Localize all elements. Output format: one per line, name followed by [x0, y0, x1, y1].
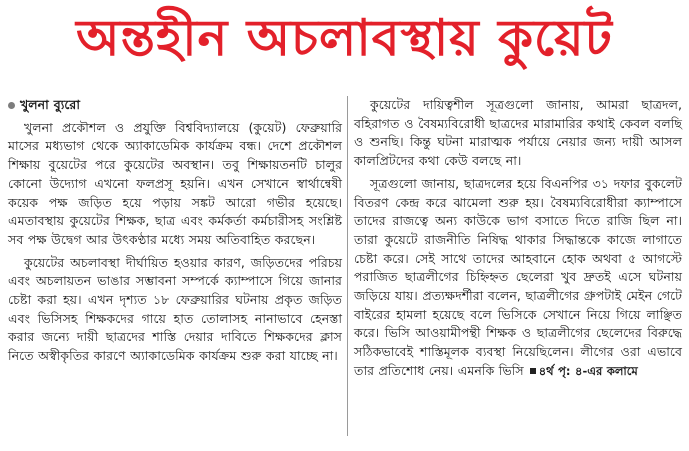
column-divider	[347, 96, 348, 436]
dateline	[8, 96, 342, 115]
bullet-icon	[8, 102, 15, 109]
dateline-text: খুলনা ব্যুরো	[20, 97, 81, 112]
paragraph-text: সূত্রগুলো জানায়, ছাত্রদলের হয়ে বিএনপির ৩১ দফার বুকলেট বিতরণ কেন্দ্র করে ঝামেলা শুরু হয়। বৈষম্যবিরোধীরা ক্যাম্পাসে তাদের রাজত্বে অন্য কাউকে ভাগ বসাতে দিতে রাজি ছিল না। তারা কুয়েটে রাজনীতি নিষিদ্ধ থাকার সিদ্ধান্তকে কাজে লাগাতে চেষ্টা করে। সেই সাথে তাদের আহবানে হোক অথবা ৫ আগস্টে পরাজিত ছাত্রলীগের চিহ্নিহ্নত ছেলেরা খুব দ্রুতই এসে ঘটনায় জড়িয়ে যায়। প্রত্যক্ষদর্শীরা বলেন, ছাত্রলীগের গ্রুপটাই মেইন গেটে বাইরের হামলা হয়েছে বলে ভিসিকে সেখানে নিয়ে গিয়ে লাঞ্ছিত করে। ভিসি আওয়ামীপন্থী শিক্ষক ও ছাত্রলীগের ছেলেদের বিরুদ্ধে সঠিকভাবেই শাস্তিমূলক ব্যবস্থা নিয়েছিলেন। লীগের ওরা এভাবে তার প্রতিশোধ নেয়। এমনকি ভিসি	[354, 175, 682, 378]
paragraph: কুয়েটের অচলাবস্থা দীর্ঘায়িত হওয়ার কারণ, জড়িতদের পরিচয় এবং অচলায়তন ভাঙার সম্ভাবনা সম্পর্কে ক্যাম্পাসে গিয়ে জানার চেষ্টা করা হয়। এখন দৃশ্যত ১৮ ফেব্রুয়ারির ঘটনায় প্রকৃত জড়িত এবং ভিসিসহ শিক্ষকদের গায়ে হাত তোলাসহ নানাভাবে হেনস্তা করার জন্যে দায়ী ছাত্রদের শাস্তি দেয়ার দাবিতে শিক্ষকদের ক্লাস নিতে অস্বীকৃতির কারণে অ্যাকাডেমিক কার্যক্রম শুরু করা যাচ্ছে না।	[8, 254, 342, 364]
continuation-jump	[530, 364, 638, 378]
headline: অন্তহীন অচলাবস্থায় কুয়েট	[76, 8, 613, 67]
paragraph: খুলনা প্রকৌশল ও প্রযুক্তি বিশ্ববিদ্যালয়ে (কুয়েট) ফেব্রুয়ারি মাসের মধ্যভাগ থেকে অ্যাকাডেমিক কার্যক্রম বন্ধ। দেশে প্রকৌশল শিক্ষায় বুয়েটের পরে কুয়েটের অবস্থান। তবু শিক্ষায়তনটি চালুর কোনো উদ্যোগ এখনো ফলপ্রসূ হয়নি। এখন সেখানে স্বার্থান্বেষী কয়েক পক্ষ জড়িত হয়ে পড়ায় সঙ্কট আরো গভীর হয়েছে। এমতাবস্থায় কুয়েটের শিক্ষক, ছাত্র এবং কর্মকর্তা কর্মচারীসহ সংশ্লিষ্ট সব পক্ষ উদ্বেগ আর উৎকণ্ঠার মধ্যে সময় অতিবাহিত করছেন।	[8, 119, 342, 247]
paragraph	[354, 175, 682, 381]
jump-text: ৪র্থ পৃ: ৪-এর কলামে	[538, 363, 638, 378]
paragraph: কুয়েটের দায়িত্বশীল সূত্রগুলো জানায়, আমরা ছাত্রদল, বহিরাগত ও বৈষম্যবিরোধী ছাত্রদের মারামারির কথাই কেবল বলছি ও শুনছি। কিন্তু ঘটনা মারাত্মক পর্যায়ে নেয়ার জন্য দায়ী আসল কালপ্রিটদের কথা কেউ বলছে না।	[354, 97, 682, 169]
right-column	[354, 96, 682, 385]
left-column	[8, 96, 342, 370]
square-bullet-icon	[530, 368, 536, 374]
